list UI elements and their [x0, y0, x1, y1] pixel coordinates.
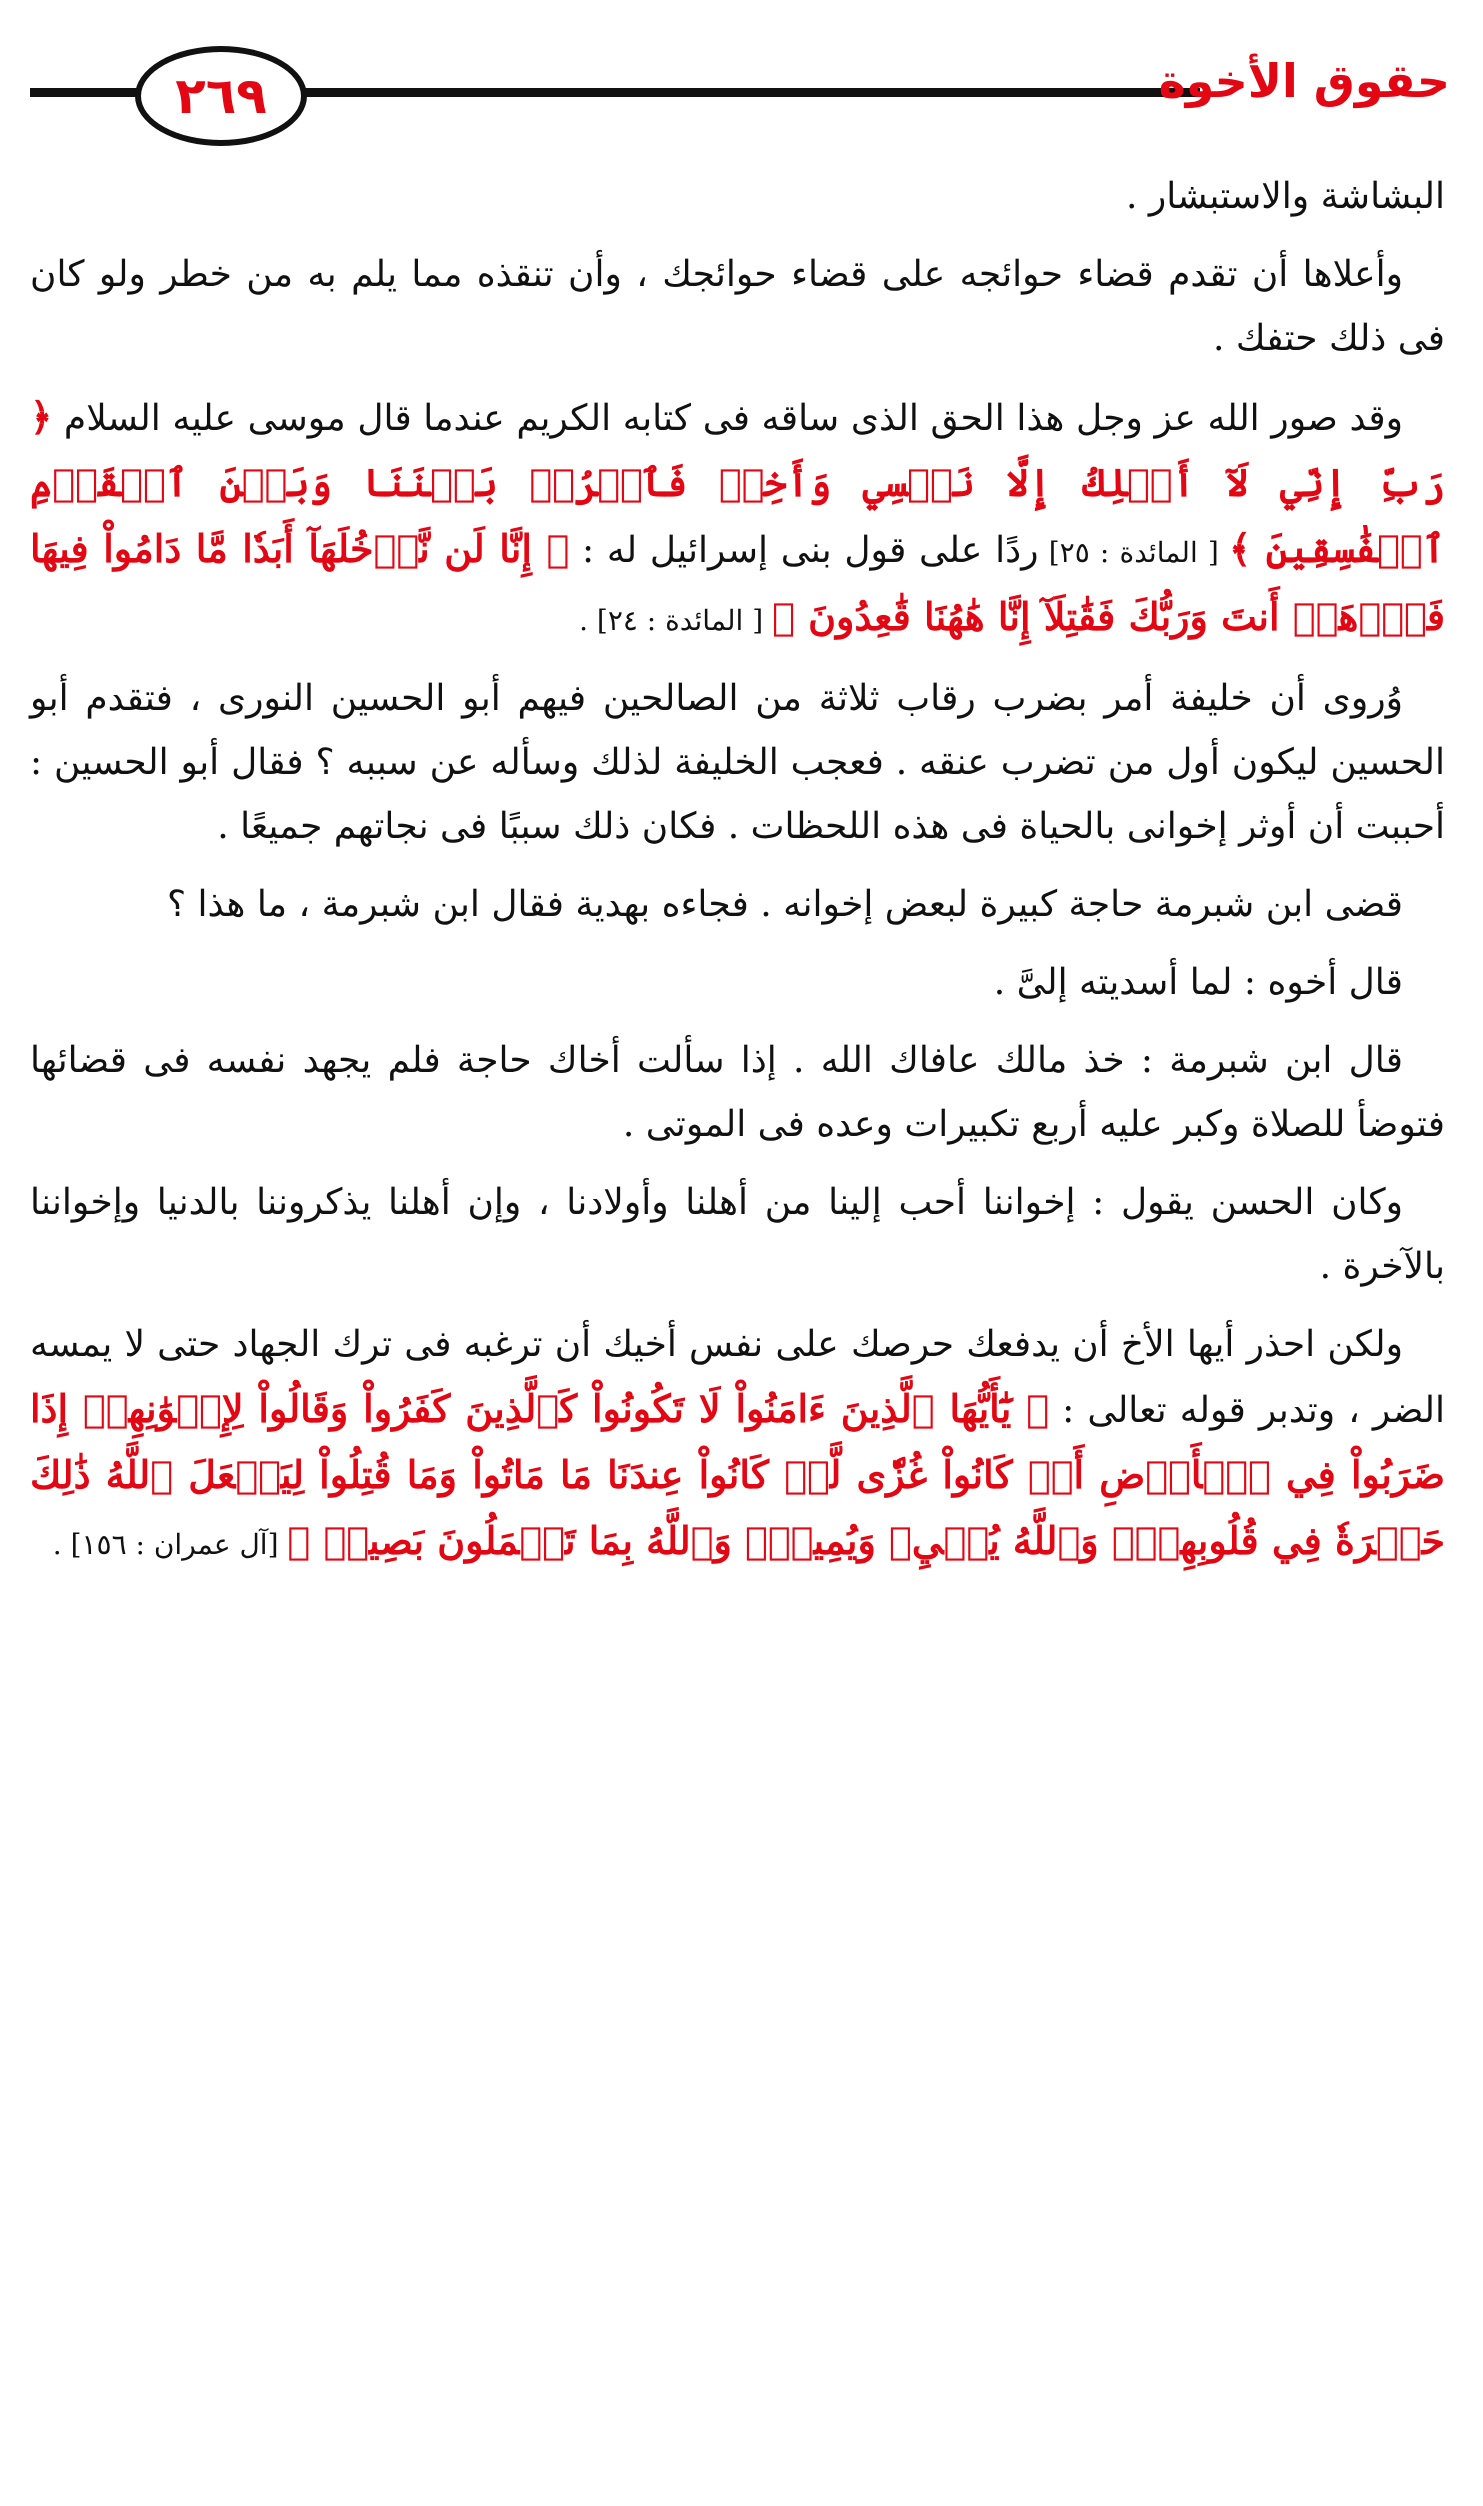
paragraph-9 — [30, 1313, 1445, 1577]
verse-reference: [ المائدة : ٢٥] — [1038, 536, 1230, 569]
quran-verse-maidah-24: ﴿ إِنَّا لَن نَّدۡخُلَهَآ أَبَدٗا مَّا دَامُواْ فِيهَا فَٱذۡهَبۡ أَنتَ وَرَبُّكَ فَقَٰتِلَآ إِنَّا هَٰهُنَا قَٰعِدُونَ ﴾ — [30, 526, 1445, 639]
page-header — [30, 40, 1450, 140]
paragraph-6: قال أخوه : لما أسديته إلىَّ . — [993, 962, 1403, 1003]
paragraph-3-text-b: ردًا على قول بنى إسرائيل له : — [569, 530, 1039, 571]
running-title: حقوق الأخوة — [1158, 54, 1450, 108]
page-body — [30, 165, 1445, 1591]
paragraph-3 — [30, 385, 1445, 653]
verse-reference: [ المائدة : ٢٤] . — [579, 604, 773, 637]
paragraph-4: وُروى أن خليفة أمر بضرب رقاب ثلاثة من الصالحين فيهم أبو الحسين النورى ، فتقدم أبو الحسين ليكون أول من تضرب عنقه . فعجب الخليفة لذلك وسأله عن سببه ؟ فقال أبو الحسين : أحببت أن أوثر إخوانى بالحياة فى هذه اللحظات . فكان ذلك سببًا فى نجاتهم جميعًا . — [30, 678, 1446, 847]
paragraph-5: قضى ابن شبرمة حاجة كبيرة لبعض إخوانه . فجاءه بهدية فقال ابن شبرمة ، ما هذا ؟ — [166, 884, 1403, 925]
paragraph-1: البشاشة والاستبشار . — [1126, 176, 1445, 217]
quran-verse-maidah-25: ﴿ رَبِّ إِنِّي لَآ أَمۡلِكُ إِلَّا نَفۡسِي وَأَخِيۖ فَٱفۡرُقۡ بَيۡنَنَا وَبَيۡنَ ٱلۡقَوۡمِ ٱلۡفَٰسِقِينَ ﴾ — [30, 394, 1445, 571]
paragraph-7: قال ابن شبرمة : خذ مالك عافاك الله . إذا سألت أخاك حاجة فلم يجهد نفسه فى قضائها فتوضأ للصلاة وكبر عليه أربع تكبيرات وعده فى الموتى . — [30, 1040, 1445, 1145]
paragraph-2: وأعلاها أن تقدم قضاء حوائجه على قضاء حوائجك ، وأن تنقذه مما يلم به من خطر ولو كان فى ذلك حتفك . — [30, 254, 1445, 359]
paragraph-9-text: ولكن احذر أيها الأخ أن يدفعك حرصك على نفس أخيك أن ترغبه فى ترك الجهاد حتى لا يمسه الضر ، وتدبر قوله تعالى : — [30, 1324, 1445, 1431]
page-number: ٢٦٩ — [135, 46, 307, 146]
paragraph-8: وكان الحسن يقول : إخواننا أحب إلينا من أهلنا وأولادنا ، وإن أهلنا يذكروننا بالدنيا وإخواننا بالآخرة . — [30, 1182, 1445, 1287]
quran-verse-al-imran-156: ﴿ يَٰٓأَيُّهَا ٱلَّذِينَ ءَامَنُواْ لَا تَكُونُواْ كَٱلَّذِينَ كَفَرُواْ وَقَالُواْ لِإِخۡوَٰنِهِمۡ إِذَا ضَرَبُواْ فِي ٱلۡأَرۡضِ أَوۡ كَانُواْ غُزّٗى لَّوۡ كَانُواْ عِندَنَا مَا مَاتُواْ وَمَا قُتِلُواْ لِيَجۡعَلَ ٱللَّهُ ذَٰلِكَ حَسۡرَةٗ فِي قُلُوبِهِمۡۗ وَٱللَّهُ يُحۡيِۦ وَيُمِيتُۗ وَٱللَّهُ بِمَا تَعۡمَلُونَ بَصِيرٞ ﴾ — [30, 1386, 1445, 1563]
paragraph-3-text-a: وقد صور الله عز وجل هذا الحق الذى ساقه فى كتابه الكريم عندما قال موسى عليه السلام — [52, 398, 1403, 439]
verse-reference: [آل عمران : ١٥٦] . — [52, 1528, 288, 1561]
